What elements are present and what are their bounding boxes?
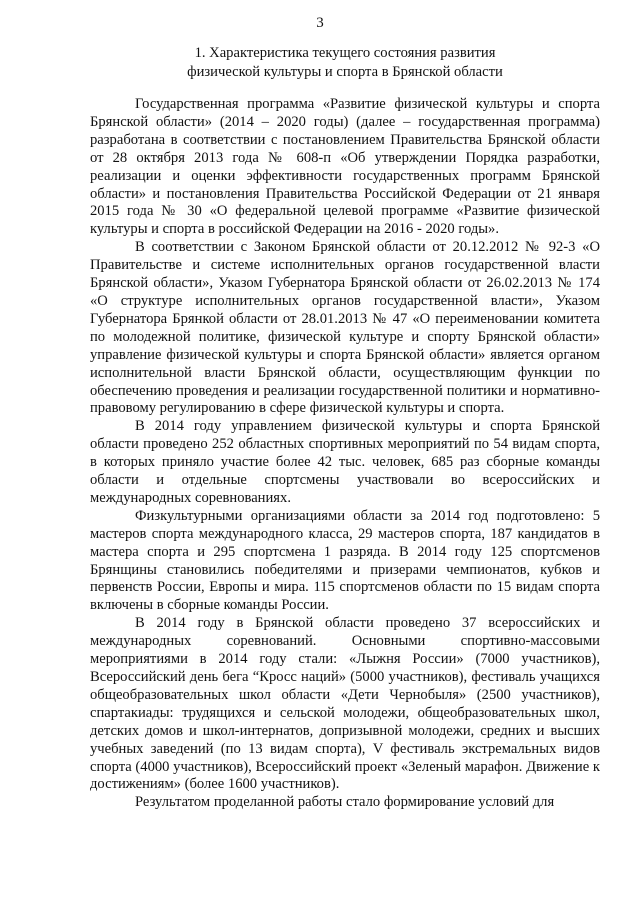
page-number: 3 bbox=[316, 15, 324, 31]
paragraph-athletes-trained: Физкультурными организациями области за 2014 год подготовлено: 5 мастеров спорта международного класса, 29 мастеров спорта, 187 кандидатов в мастера спорта и 295 спортсмена 1 разряда. В 2014 году 125 спортсменов Брянщины становились победителями и призерами чемпионатов, кубков и первенств России, Европы и мира. 115 спортсменов области по 15 видам спорта включены в сборные команды России. bbox=[90, 507, 600, 614]
paragraph-legal-basis: В соответствии с Законом Брянской области от 20.12.2012 № 92-3 «О Правительстве и системе исполнительных органов государственной власти Брянской области», Указом Губернатора Брянской области от 26.02.2013 № 174 «О структуре исполнительных органов государственной власти», Указом Губернатора Брянкой области от 28.01.2013 № 47 «О переименовании комитета по молодежной политике, физической культуре и спорту Брянской области» управление физической культуры и спорта Брянской области» является органом исполнительной власти Брянской области, осуществляющим функции по обеспечению проведения и реализации государственной политики и нормативно-правовому регулированию в сфере физической культуры и спорта. bbox=[90, 239, 600, 417]
paragraph-events-2014: В 2014 году управлением физической культуры и спорта Брянской области проведено 252 областных спортивных мероприятий по 54 видам спорта, в которых приняло участие более 42 тыс. человек, 685 раз сборные команды области и отдельные спортсмены участвовали во всероссийских и международных соревнованиях. bbox=[90, 418, 600, 506]
paragraph-program: Государственная программа «Развитие физической культуры и спорта Брянской области» (2014 – 2020 годы) (далее – государственная программа) разработана в соответствии с постановлением Правительства Брянской области от 28 октября 2013 года № 608-п «Об утверждении Порядка разработки, реализации и оценки эффективности государственных программ Брянской области» и постановления Правительства Российской Федерации от 21 января 2015 года № 30 «О федеральной целевой программе «Развитие физической культуры и спорта в российской Федерации на 2016 - 2020 годы». bbox=[90, 96, 600, 238]
section-heading bbox=[90, 44, 600, 81]
section-heading-line-2: физической культуры и спорта в Брянской области bbox=[187, 63, 503, 80]
paragraph-results: Результатом проделанной работы стало формирование условий для bbox=[135, 794, 555, 811]
document-body bbox=[90, 96, 600, 812]
section-heading-line-1: 1. Характеристика текущего состояния развития bbox=[194, 45, 496, 61]
paragraph-competitions: В 2014 году в Брянской области проведено 37 всероссийских и международных соревнований. Основными спортивно-массовыми мероприятиями в 2014 году стали: «Лыжня России» (7000 участников), Всероссийский день бега “Кросс наций» (5000 участников), фестиваль учащихся общеобразовательных школ области «Дети Чернобыля» (2500 участников), спартакиады: трудящихся и сельской молодежи, общеобразовательных школ, детских домов и школ-интернатов, допризывной молодежи, средних и высших учебных заведений (по 13 видам спорта), V фестиваль экстремальных видов спорта (4000 участников), Всероссийский проект «Зеленый марафон. Движение к достижениям» (более 1600 участников). bbox=[90, 615, 600, 793]
